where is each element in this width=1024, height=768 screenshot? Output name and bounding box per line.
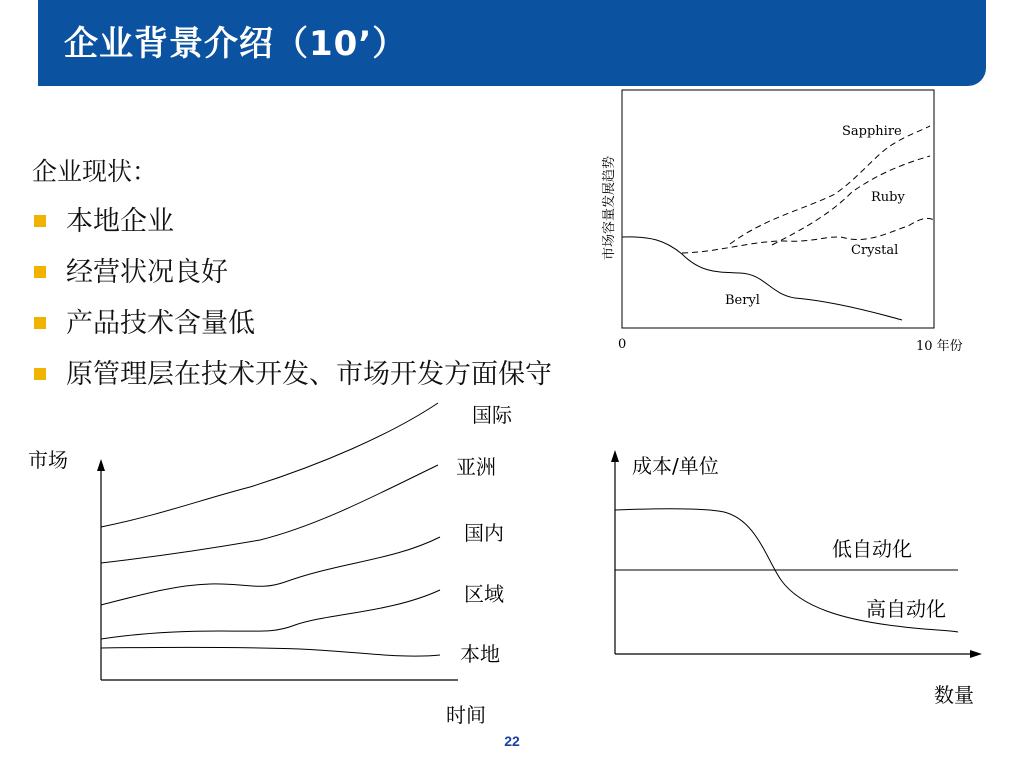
trend-x-end: 10 年份	[916, 339, 963, 354]
cost-y-label: 成本/单位	[632, 454, 719, 478]
cost-x-label: 数量	[934, 683, 974, 707]
bullet-item: 经营状况良好	[32, 247, 552, 298]
cost-diagram	[596, 440, 1016, 720]
regional-curve	[101, 590, 440, 639]
status-bullets	[32, 196, 552, 400]
level-regional: 区域	[464, 582, 504, 606]
status-section	[32, 152, 552, 400]
bullet-square-icon	[34, 215, 46, 227]
status-heading: 企业现状：	[32, 157, 158, 186]
bullet-square-icon	[34, 317, 46, 329]
domestic-curve	[101, 537, 440, 605]
level-international: 国际	[472, 403, 512, 427]
sapphire-label: Sapphire	[842, 124, 902, 139]
crystal-label: Crystal	[851, 243, 899, 258]
page-number: 22	[504, 733, 520, 749]
high-automation-label: 高自动化	[866, 597, 946, 621]
asia-curve	[101, 465, 438, 563]
beryl-label: Beryl	[725, 293, 760, 308]
trend-x-origin: 0	[618, 337, 627, 352]
cost-x-arrow-icon	[970, 650, 982, 658]
market-y-label: 市场	[28, 448, 68, 472]
international-curve	[101, 403, 438, 527]
trend-diagram	[590, 86, 990, 366]
market-x-label: 时间	[446, 703, 486, 727]
bullet-item: 原管理层在技术开发、市场开发方面保守	[32, 349, 552, 400]
bullet-square-icon	[34, 266, 46, 278]
title-banner	[38, 0, 986, 86]
market-y-arrow-icon	[97, 459, 105, 471]
market-diagram	[20, 395, 540, 730]
bullet-item: 本地企业	[32, 196, 552, 247]
local-curve	[101, 647, 440, 656]
level-asia: 亚洲	[456, 455, 496, 479]
slide-title: 企业背景介绍（10’）	[64, 24, 408, 64]
bullet-item: 产品技术含量低	[32, 298, 552, 349]
ruby-curve	[772, 156, 930, 245]
sapphire-curve	[730, 126, 930, 244]
bullet-square-icon	[34, 368, 46, 380]
trend-y-label: 市场容量发展趋势	[602, 155, 617, 261]
level-local: 本地	[460, 642, 500, 666]
level-domestic: 国内	[464, 521, 504, 545]
low-automation-label: 低自动化	[832, 537, 912, 561]
ruby-label: Ruby	[871, 190, 905, 205]
cost-y-arrow-icon	[611, 450, 619, 462]
